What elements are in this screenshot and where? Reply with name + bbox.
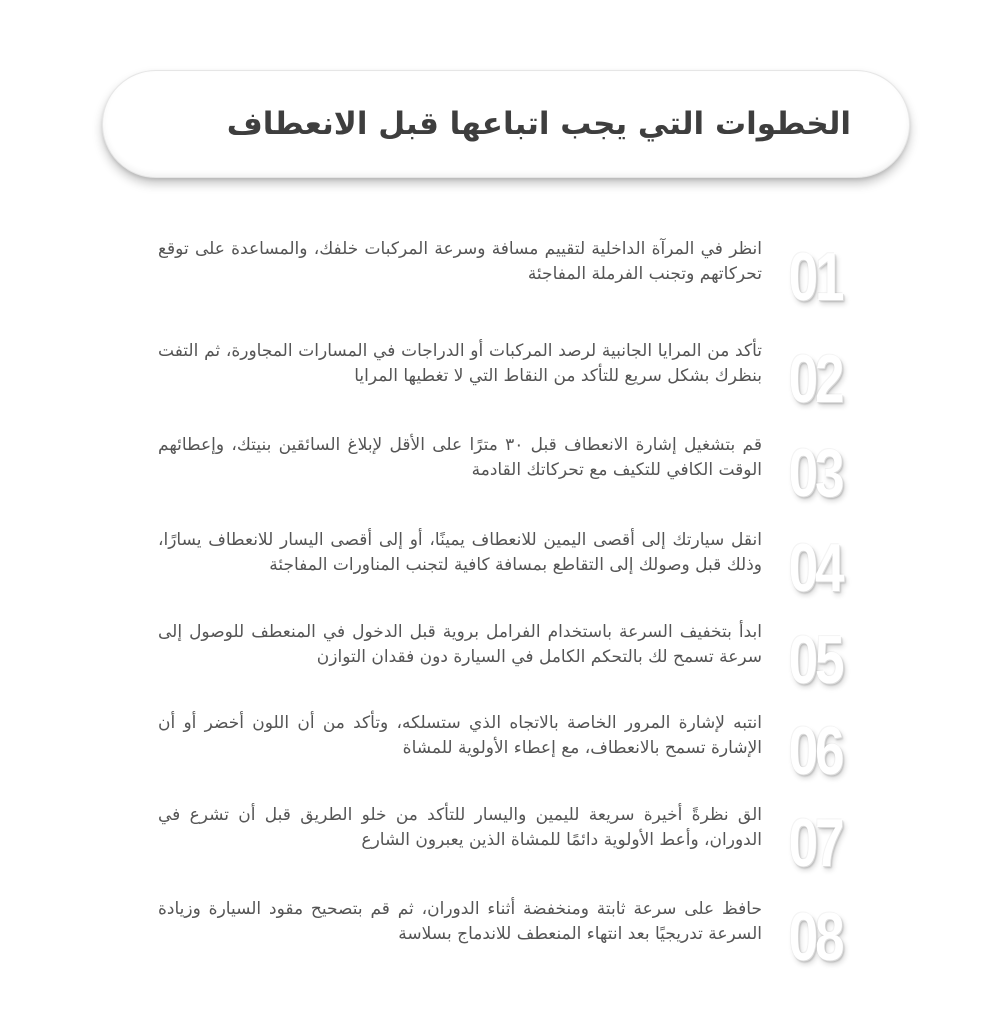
step-text: قم بتشغيل إشارة الانعطاف قبل ٣٠ مترًا على الأقل لإبلاغ السائقين بنيتك، وإعطائهم الوقت الكافي للتكيف مع تحركاتك القادمة [158,435,762,480]
step-text: حافظ على سرعة ثابتة ومنخفضة أثناء الدوران، ثم قم بتصحيح مقود السيارة وزيادة السرعة تدريجيًا بعد انتهاء المنعطف للاندماج بسلاسة [158,899,762,944]
step-text: الق نظرةً أخيرة سريعة لليمين واليسار للتأكد من خلو الطريق قبل أن تشرع في الدوران، وأعط الأولوية دائمًا للمشاة الذين يعبرون الشارع [158,805,762,850]
step-text: انقل سيارتك إلى أقصى اليمين للانعطاف يمينًا، أو إلى أقصى اليسار للانعطاف يسارًا، وذلك قبل وصولك إلى التقاطع بمسافة كافية لتجنب المناورات المفاجئة [158,530,762,575]
step-number: 03 [788,435,842,511]
step-text: انظر في المرآة الداخلية لتقييم مسافة وسرعة المركبات خلفك، والمساعدة على توقع تحركاتهم وتجنب الفرملة المفاجئة [158,239,762,284]
step-item [158,339,858,419]
step-number: 02 [788,341,842,417]
step-item [158,237,858,317]
step-number: 04 [788,530,842,606]
step-number: 05 [788,622,842,698]
step-text: تأكد من المرايا الجانبية لرصد المركبات أو الدراجات في المسارات المجاورة، ثم التفت بنظرك بشكل سريع للتأكد من النقاط التي لا تغطيها المرايا [158,341,762,386]
step-number: 07 [788,805,842,881]
step-number: 01 [788,239,842,315]
step-item [158,711,858,791]
step-item [158,803,858,883]
step-item [158,528,858,608]
step-item [158,897,858,977]
step-text: انتبه لإشارة المرور الخاصة بالاتجاه الذي ستسلكه، وتأكد من أن اللون أخضر أو أن الإشارة تسمح بالانعطاف، مع إعطاء الأولوية للمشاة [158,713,762,758]
step-item [158,433,858,513]
step-number: 08 [788,899,842,975]
page-title: الخطوات التي يجب اتباعها قبل الانعطاف [226,106,851,142]
step-text: ابدأ بتخفيف السرعة باستخدام الفرامل بروية قبل الدخول في المنعطف للوصول إلى سرعة تسمح لك بالتحكم الكامل في السيارة دون فقدان التوازن [158,622,762,667]
step-item [158,620,858,700]
step-number: 06 [788,713,842,789]
